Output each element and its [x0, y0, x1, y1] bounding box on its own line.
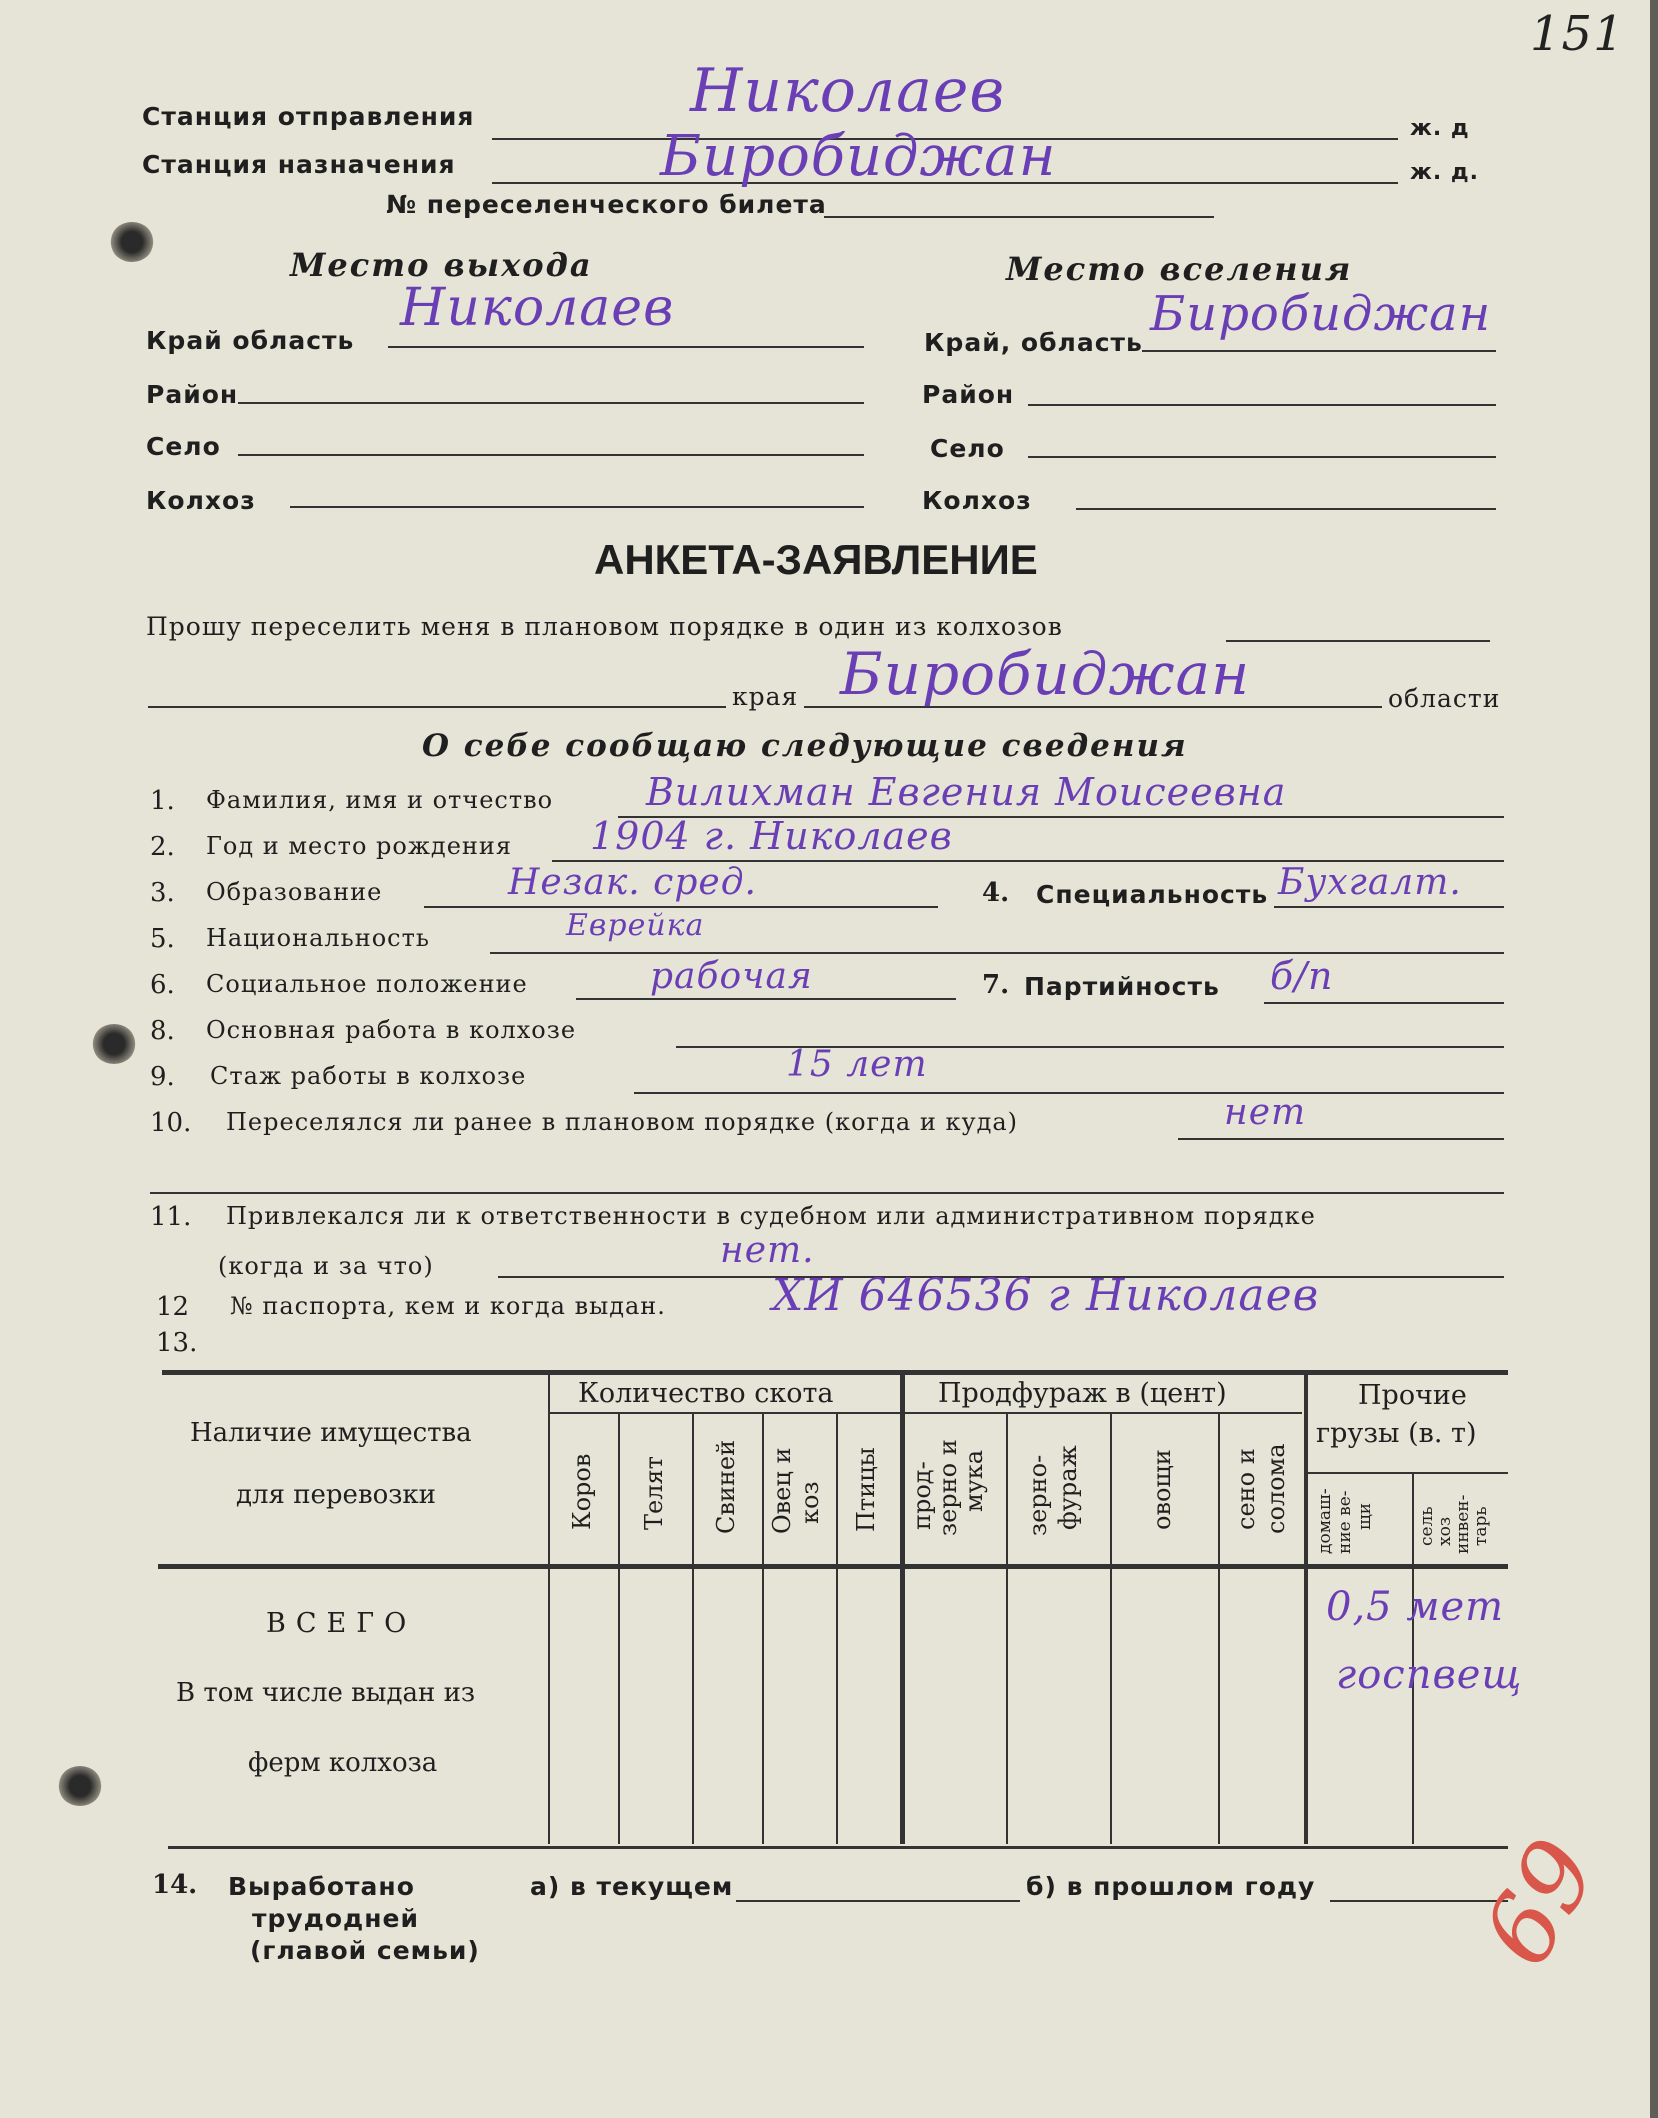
origin-region-value: Николаев: [400, 278, 675, 338]
subtitle: О себе сообщаю следующие сведения: [422, 728, 1188, 764]
item-5-value: Еврейка: [566, 908, 705, 943]
col-hay-1: сено и: [1232, 1448, 1260, 1530]
issued-label-1: В том числе выдан из: [176, 1678, 476, 1708]
item-12-label: № паспорта, кем и когда выдан.: [230, 1292, 666, 1320]
settlement-region-line: [1142, 350, 1496, 352]
col-grain-3: мука: [960, 1449, 988, 1512]
col-hay-2: солома: [1262, 1443, 1290, 1534]
footer-label-2: трудодней: [252, 1904, 419, 1933]
item-4-num: 4.: [982, 878, 1010, 908]
destination-suffix: ж. д.: [1410, 160, 1480, 185]
footer-label-3: (главой семьи): [250, 1936, 480, 1965]
item-12-value: ХИ 646536 г Николаев: [772, 1270, 1320, 1321]
item-11-num: 11.: [150, 1202, 192, 1232]
destination-label: Станция назначения: [142, 150, 456, 179]
group-other-2: грузы (в. т): [1316, 1418, 1477, 1449]
col-fodder-2: фураж: [1054, 1445, 1082, 1530]
col-divider: [1218, 1412, 1220, 1844]
col-grain-2: зерно и: [934, 1439, 962, 1536]
table-bottom-rule: [168, 1846, 1508, 1849]
origin-village-label: Село: [146, 432, 221, 461]
item-5-line: [490, 952, 1504, 954]
item-12-num: 12: [156, 1292, 190, 1322]
item-2-value: 1904 г. Николаев: [590, 814, 953, 858]
total-label: ВСЕГО: [266, 1608, 417, 1639]
col-pigs: Свиней: [712, 1439, 740, 1534]
item-2-num: 2.: [150, 832, 175, 862]
issued-label-2: ферм колхоза: [248, 1748, 438, 1778]
item-2-label: Год и место рождения: [206, 832, 513, 860]
origin-region-label: Край область: [146, 326, 355, 355]
group-other: Прочие: [1358, 1380, 1467, 1411]
origin-district-line: [238, 402, 864, 404]
item-4-value: Бухгалт.: [1278, 862, 1462, 903]
item-5-num: 5.: [150, 924, 175, 954]
ticket-line: [824, 216, 1214, 218]
col-sheep-2: коз: [796, 1481, 824, 1524]
item-9-line: [634, 1092, 1504, 1094]
request-line: Прошу переселить меня в плановом порядке в один из колхозов: [146, 612, 1063, 641]
col-home-3: щи: [1355, 1502, 1375, 1530]
item-7-value: б/п: [1270, 954, 1334, 998]
item-7-num: 7.: [982, 970, 1010, 1000]
punch-hole: [58, 1766, 102, 1806]
col-home-1: домаш-: [1315, 1488, 1335, 1554]
item-10-num: 10.: [150, 1108, 192, 1138]
item-3-label: Образование: [206, 878, 383, 906]
departure-value: Николаев: [690, 56, 1006, 126]
settlement-region-value: Биробиджан: [1150, 286, 1492, 342]
col-divider: [1110, 1412, 1112, 1844]
col-farm-3: инвен-: [1453, 1494, 1473, 1554]
col-sheep-1: Овец и: [768, 1447, 796, 1534]
item-10-label: Переселялся ли ранее в плановом порядке (когда и куда): [226, 1108, 1019, 1136]
settlement-kolkhoz-line: [1076, 508, 1496, 510]
item-13-num: 13.: [156, 1328, 198, 1358]
col-divider: [618, 1412, 620, 1844]
settlement-village-label: Село: [930, 434, 1005, 463]
item-10-value: нет: [1224, 1092, 1307, 1133]
settlement-village-line: [1028, 456, 1496, 458]
livestock-subrule: [550, 1412, 900, 1414]
item-1-value: Вилихман Евгения Моисеевна: [646, 770, 1287, 814]
item-6-line: [576, 998, 956, 1000]
item-7-label: Партийность: [1024, 972, 1220, 1001]
item-4-line: [1274, 906, 1504, 908]
item-9-num: 9.: [150, 1062, 175, 1092]
settlement-title: Место вселения: [1006, 250, 1353, 288]
col-divider: [836, 1412, 838, 1844]
footer-previous: б) в прошлом году: [1026, 1872, 1316, 1901]
ticket-label: № переселенческого билета: [386, 190, 827, 219]
settlement-district-label: Район: [922, 380, 1015, 409]
other-subrule: [1306, 1472, 1508, 1474]
red-mark: 69: [1460, 1820, 1620, 1984]
row-header-line1: Наличие имущества: [190, 1418, 472, 1448]
col-divider: [692, 1412, 694, 1844]
origin-region-line: [388, 346, 864, 348]
item-11-label2: (когда и за что): [218, 1252, 434, 1280]
punch-hole: [92, 1024, 136, 1064]
item-6-num: 6.: [150, 970, 175, 1000]
item-11-value: нет.: [720, 1230, 815, 1271]
row-header-line2: для перевозки: [236, 1480, 436, 1510]
departure-suffix: ж. д: [1410, 116, 1470, 141]
item-8-num: 8.: [150, 1016, 175, 1046]
settlement-kolkhoz-label: Колхоз: [922, 486, 1032, 515]
col-veg: овощи: [1148, 1449, 1176, 1530]
origin-kolkhoz-label: Колхоз: [146, 486, 256, 515]
footer-current: а) в текущем: [530, 1872, 734, 1901]
col-divider: [548, 1374, 550, 1844]
footer-label-1: Выработано: [228, 1872, 415, 1901]
settlement-district-line: [1028, 404, 1496, 406]
col-farm-4: тарь: [1471, 1506, 1491, 1546]
settlement-region-label: Край, область: [924, 328, 1143, 357]
item-4-label: Специальность: [1036, 880, 1269, 909]
col-calves: Телят: [640, 1456, 668, 1530]
col-grain-1: прод-: [908, 1461, 936, 1530]
item-5-label: Национальность: [206, 924, 430, 952]
col-farm-2: хоз: [1435, 1516, 1455, 1546]
origin-title: Место выхода: [290, 246, 593, 284]
punch-hole: [110, 222, 154, 262]
col-birds: Птицы: [852, 1447, 880, 1532]
group-feed: Продфураж в (цент): [938, 1378, 1227, 1409]
feed-subrule: [900, 1412, 1302, 1414]
col-divider: [762, 1412, 764, 1844]
item-10-line2: [150, 1192, 1504, 1194]
item-6-label: Социальное положение: [206, 970, 528, 998]
footer-current-line: [736, 1900, 1020, 1902]
group-livestock: Количество скота: [578, 1378, 834, 1409]
col-divider: [900, 1374, 905, 1844]
form-title: АНКЕТА-ЗАЯВЛЕНИЕ: [594, 536, 1038, 583]
footer-num: 14.: [152, 1870, 198, 1900]
request-line-blank: [1226, 640, 1490, 642]
item-6-value: рабочая: [650, 956, 813, 997]
col-cows: Коров: [568, 1453, 596, 1530]
page-number: 151: [1530, 6, 1625, 62]
col-farm-1: сель: [1417, 1506, 1437, 1546]
request-kraya-line: [148, 706, 726, 708]
handwritten-weight: 0,5 мет: [1326, 1584, 1505, 1630]
request-oblasti: области: [1388, 684, 1501, 713]
item-7-line: [1264, 1002, 1504, 1004]
request-region-value: Биробиджан: [840, 640, 1251, 708]
col-divider: [1304, 1374, 1308, 1844]
destination-value: Биробиджан: [660, 124, 1057, 189]
departure-label: Станция отправления: [142, 102, 475, 131]
item-1-num: 1.: [150, 786, 175, 816]
item-3-value: Незак. сред.: [508, 862, 757, 903]
item-10-line: [1178, 1138, 1504, 1140]
item-11-label: Привлекался ли к ответственности в судебном или административном порядке: [226, 1202, 1316, 1230]
col-divider: [1006, 1412, 1008, 1844]
item-9-label: Стаж работы в колхозе: [210, 1062, 527, 1090]
item-1-label: Фамилия, имя и отчество: [206, 786, 554, 814]
handwritten-goods: госпвещ: [1336, 1652, 1523, 1698]
request-kraya: края: [732, 682, 799, 711]
origin-kolkhoz-line: [290, 506, 864, 508]
item-9-value: 15 лет: [786, 1044, 928, 1085]
origin-village-line: [238, 454, 864, 456]
item-3-num: 3.: [150, 878, 175, 908]
col-home-2: ние ве-: [1335, 1490, 1355, 1554]
origin-district-label: Район: [146, 380, 239, 409]
col-fodder-1: зерно-: [1024, 1454, 1052, 1536]
item-8-label: Основная работа в колхозе: [206, 1016, 577, 1044]
